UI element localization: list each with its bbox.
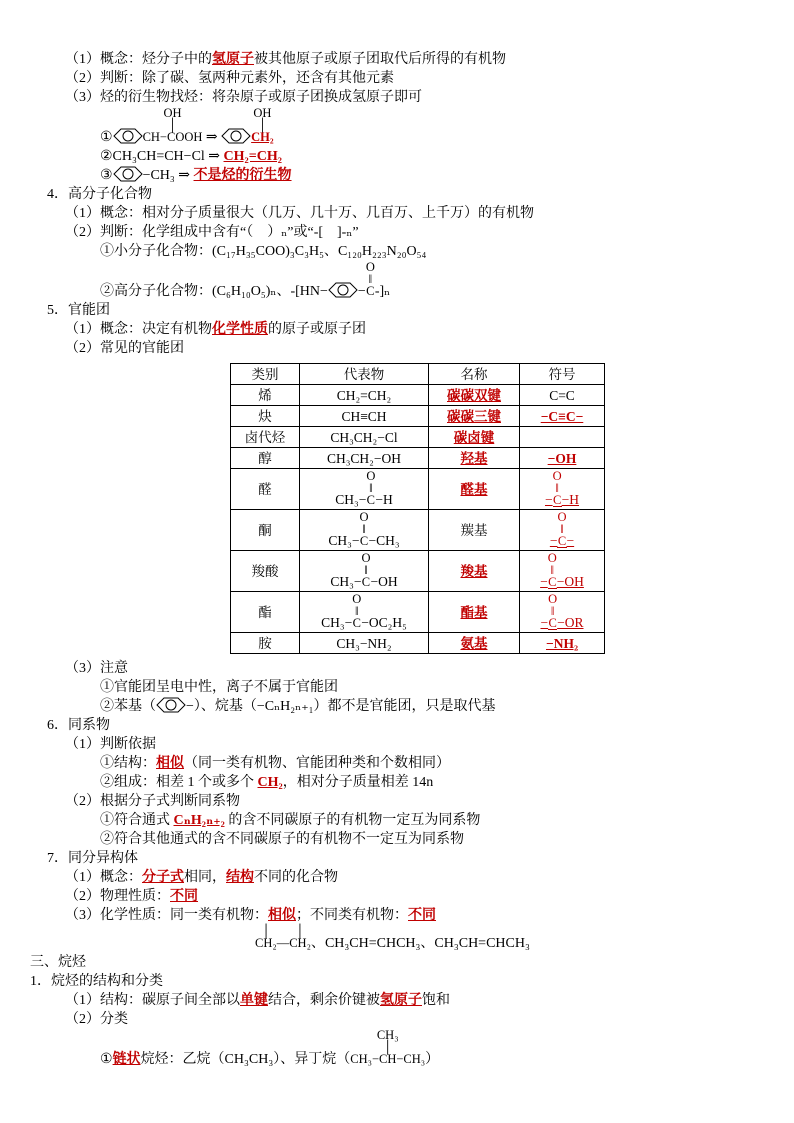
text-segment: −OH [556, 574, 584, 589]
homolog-basis [65, 735, 758, 754]
stack-line: O [359, 510, 369, 524]
text-segment: （2）判断：除了碳、氢两种元素外，还含有其他元素 [65, 71, 394, 86]
text-segment: CH₃CH₂−Cl [330, 429, 398, 445]
text-segment: ① [100, 1052, 113, 1067]
text-segment: −OH [370, 574, 398, 589]
stack-line: CH₃ [376, 1028, 399, 1042]
section-4-heading [47, 185, 758, 204]
text-segment: 6．同系物 [47, 718, 110, 733]
text-segment: −CH₃ [368, 533, 400, 548]
text-segment: − [540, 615, 549, 630]
stack-line: ‖ [550, 604, 555, 618]
polymer-concept [65, 204, 758, 223]
text-segment: −CH₃ ⇒ [142, 168, 194, 183]
table-cell [300, 427, 429, 448]
text-segment: 不同的化合物 [254, 870, 338, 885]
stack-line: C [548, 575, 557, 589]
text-segment: 酯基 [460, 604, 488, 620]
table-header-cell: 符号 [520, 364, 605, 385]
text-segment: CH₂ [257, 775, 283, 790]
text-segment: 5．官能团 [47, 303, 110, 318]
table-cell [300, 551, 429, 592]
table-cell [429, 592, 520, 633]
derivative-judge [65, 69, 758, 88]
benzene-ring-icon [156, 697, 186, 713]
table-cell [520, 427, 605, 448]
formula-stack [366, 470, 375, 506]
text-segment: CH₃CH₂−OH [326, 450, 402, 466]
derivative-example-2 [100, 147, 758, 166]
text-segment: （1）概念：相对分子质量很大（几万、几十万、几百万、上千万）的有机物 [65, 206, 534, 221]
alkane-structure [65, 991, 758, 1010]
table-cell [300, 592, 429, 633]
section-3-heading [30, 953, 758, 972]
stack-line: ‖ [364, 563, 368, 577]
table-cell [300, 510, 429, 551]
homolog-formula-2 [100, 830, 758, 849]
text-segment: 碳碳三键 [447, 408, 501, 424]
table-cell [520, 448, 605, 469]
table-cell [429, 427, 520, 448]
text-segment: CH≡CH [341, 408, 387, 424]
stack-line: │ [168, 118, 177, 132]
text-segment: 醛 [258, 481, 272, 497]
alkane-chain [100, 1029, 758, 1069]
table-cell [231, 551, 300, 592]
table-header-row [231, 364, 605, 385]
polymer-judge [65, 223, 758, 242]
text-segment: 卤代烃 [244, 429, 286, 445]
stack-line: │ │ [261, 924, 305, 938]
section-7-heading [47, 849, 758, 868]
text-segment: （2）物理性质： [65, 889, 170, 904]
text-segment: 氨基 [460, 635, 488, 651]
table-row [231, 551, 605, 592]
text-segment: ①小分子化合物：(C₁₇H₃₅COO)₃C₃H₅、C₁₂₀H₂₂₃N₂₀O₅₄ [100, 244, 427, 259]
alkane-classify [65, 1010, 758, 1029]
table-cell [300, 385, 429, 406]
functional-groups-table [230, 363, 605, 654]
text-segment: ②高分子化合物：(C₆H₁₀O₅)ₙ、-[HN− [100, 284, 328, 299]
formula-stack [553, 470, 562, 507]
text-segment: ②CH₃CH=CH−Cl ⇒ [100, 149, 224, 164]
table-cell [520, 551, 605, 592]
formula-stack [548, 593, 557, 630]
note-2 [100, 697, 758, 716]
text-segment: ②苯基（ [100, 699, 156, 714]
formula-stack [548, 552, 557, 589]
text-segment: CₙH₂ₙ₊₂ [173, 813, 225, 828]
text-segment: 的含不同碳原子的有机物一定互为同系物 [224, 813, 481, 828]
stack-line: O [361, 551, 371, 565]
text-segment: ；不同类有机物： [296, 908, 408, 923]
table-row [231, 385, 605, 406]
derivative-find [65, 88, 758, 107]
table-cell [231, 406, 300, 427]
text-segment: -]ₙ [374, 284, 391, 299]
derivative-concept [65, 50, 758, 69]
text-segment: 、CH₃CH=CHCH₃、CH₃CH=CHCH₃ [310, 936, 530, 951]
stack-line: CH−COOH [142, 130, 203, 144]
formula-stack [366, 261, 375, 297]
alkane-structure-heading [30, 972, 758, 991]
stack-line: OH [163, 106, 182, 120]
text-segment: − [540, 574, 548, 589]
stack-line: CH₂—CH₂ [255, 936, 311, 950]
text-segment: 分子式 [142, 870, 184, 885]
table-cell [231, 510, 300, 551]
formula-stack [251, 107, 274, 143]
text-segment: 相同， [184, 870, 226, 885]
stack-line: C [366, 284, 375, 298]
formula-stack [255, 925, 311, 949]
formula-stack [352, 593, 361, 629]
table-cell [520, 469, 605, 510]
stack-line: ‖ [560, 522, 564, 536]
text-segment: 结构 [226, 870, 254, 885]
text-segment: 不同 [170, 889, 198, 904]
functional-group-concept [65, 320, 758, 339]
text-segment: （同一类有机物、官能团种类和个数相同） [184, 756, 450, 771]
stack-line: O [365, 260, 375, 274]
text-segment: ，相对分子质量相差 14n [282, 775, 434, 790]
text-segment: CH₃− [321, 615, 353, 630]
stack-line: O [352, 592, 362, 606]
table-cell [429, 551, 520, 592]
text-segment: （2）判断：化学组成中含有“（ ）ₙ”或“-[ ]-ₙ” [65, 225, 359, 240]
isomer-physical [65, 887, 758, 906]
text-segment: 烷烃：乙烷（CH₃CH₃）、异丁烷（ [140, 1052, 351, 1067]
stack-line: O [547, 551, 557, 565]
functional-group-note [65, 659, 758, 678]
text-segment: 相似 [268, 908, 296, 923]
text-segment: 饱和 [422, 993, 450, 1008]
table-row [231, 633, 605, 654]
table-header-cell: 名称 [429, 364, 520, 385]
formula-stack [557, 511, 566, 548]
text-segment: 相似 [156, 756, 184, 771]
table-cell [520, 510, 605, 551]
text-segment: ） [425, 1052, 440, 1067]
text-segment: 化学性质 [212, 322, 268, 337]
text-segment: 羧基 [460, 563, 488, 579]
text-segment: ①官能团呈电中性，离子不属于官能团 [100, 680, 338, 695]
table-cell [231, 448, 300, 469]
text-segment: − [357, 284, 366, 299]
stack-line: CH₃−CH−CH₃ [350, 1052, 426, 1066]
table-cell [429, 385, 520, 406]
text-segment: （2）分类 [65, 1012, 128, 1027]
text-segment: 氢原子 [380, 993, 422, 1008]
stack-line: ‖ [362, 522, 366, 536]
text-segment: （1）概念：烃分子中的 [65, 52, 212, 67]
stack-line: O [548, 592, 558, 606]
stack-line: C [366, 493, 376, 507]
text-segment: 7．同分异构体 [47, 851, 138, 866]
text-segment: 的原子或原子团 [268, 322, 366, 337]
text-segment: −OR [557, 615, 584, 630]
text-segment: 酯 [258, 604, 272, 620]
stack-line: │ [257, 118, 267, 132]
text-segment: 不是烃的衍生物 [193, 168, 292, 183]
text-segment: （2）根据分子式判断同系物 [65, 794, 240, 809]
stack-line: ‖ [550, 563, 554, 577]
polymer-examples [100, 261, 758, 301]
text-segment: 4．高分子化合物 [47, 187, 152, 202]
stack-line: ‖ [555, 481, 559, 495]
functional-group-common [65, 339, 758, 358]
text-segment: − [566, 533, 575, 548]
homolog-composition [100, 773, 758, 792]
text-segment: ①符合通式 [100, 813, 174, 828]
note-1 [100, 678, 758, 697]
text-segment: CH₃− [330, 574, 362, 589]
stack-line: ‖ [368, 272, 373, 286]
text-segment: C=C [549, 387, 575, 403]
stack-line: CH₂ [251, 130, 274, 144]
text-segment: （1）结构：碳原子间全部以 [65, 993, 240, 1008]
stack-line: ‖ [355, 604, 359, 618]
document-content [30, 50, 758, 1069]
formula-stack [350, 1029, 425, 1065]
table-cell [231, 469, 300, 510]
text-segment: CH₂=CH₂ [336, 387, 392, 403]
table-cell [300, 448, 429, 469]
table-cell [300, 633, 429, 654]
derivative-example-3 [100, 166, 758, 185]
text-segment: 氢原子 [212, 52, 254, 67]
text-segment: 炔 [258, 408, 272, 424]
text-segment: 烯 [258, 387, 272, 403]
formula-stack [143, 107, 203, 143]
table-cell [520, 385, 605, 406]
text-segment: 醛基 [460, 481, 488, 497]
text-segment: −C≡C− [540, 408, 584, 424]
table-row [231, 427, 605, 448]
text-segment: −H [561, 492, 580, 507]
text-segment: − [544, 492, 553, 507]
formula-stack [359, 511, 368, 547]
benzene-ring-icon [113, 128, 143, 144]
text-segment: 碳碳双键 [447, 387, 501, 403]
table-cell [231, 592, 300, 633]
text-segment: 碳卤键 [453, 429, 495, 445]
isomer-concept [65, 868, 758, 887]
table-row [231, 469, 605, 510]
homolog-by-formula [65, 792, 758, 811]
stack-line: OH [253, 106, 272, 120]
table-cell [429, 469, 520, 510]
text-segment: 1．烷烃的结构和分类 [30, 974, 163, 989]
text-segment: （1）概念：决定有机物 [65, 322, 212, 337]
table-cell [520, 633, 605, 654]
text-segment: 三、烷烃 [30, 955, 86, 970]
text-segment: ⇒ [202, 130, 222, 145]
text-segment: （3）烃的衍生物找烃：将杂原子或原子团换成氢原子即可 [65, 90, 422, 105]
benzene-ring-icon [113, 166, 143, 182]
text-segment: （1）概念： [65, 870, 142, 885]
text-segment: （3）化学性质：同一类有机物： [65, 908, 268, 923]
small-molecule-examples [100, 242, 758, 261]
text-segment: 结合，剩余价键被 [268, 993, 380, 1008]
section-5-heading [47, 301, 758, 320]
text-segment: −H [375, 492, 393, 507]
table-cell [300, 469, 429, 510]
stack-line: C [361, 575, 371, 589]
text-segment: （2）常见的官能团 [65, 341, 184, 356]
stack-line: C [548, 616, 557, 630]
text-segment: 羰基 [460, 522, 488, 538]
text-segment: ②组成：相差 1 个或多个 [100, 775, 258, 790]
text-segment: 羟基 [460, 450, 488, 466]
text-segment: −OC₂H₅ [361, 615, 407, 630]
text-segment: （1）判断依据 [65, 737, 156, 752]
text-segment: 单键 [240, 993, 268, 1008]
table-row [231, 406, 605, 427]
table-cell [429, 510, 520, 551]
table-row [231, 448, 605, 469]
text-segment: 被其他原子或原子团取代后所得的有机物 [254, 52, 506, 67]
stack-line: C [352, 616, 361, 630]
text-segment: CH₃− [335, 492, 367, 507]
text-segment: 不同 [408, 908, 436, 923]
text-segment: CH₃−NH₂ [336, 635, 392, 651]
text-segment: 链状 [112, 1052, 141, 1067]
isomer-examples [255, 925, 758, 953]
text-segment: 胺 [258, 635, 272, 651]
text-segment: − [549, 533, 558, 548]
table-header-cell: 代表物 [300, 364, 429, 385]
stack-line: O [557, 510, 567, 524]
table-row [231, 510, 605, 551]
text-segment: −OH [547, 450, 577, 466]
table-cell [231, 385, 300, 406]
text-segment: CH₂=CH₂ [223, 149, 282, 164]
table-cell [429, 633, 520, 654]
text-segment: 羧酸 [251, 563, 279, 579]
text-segment: −）、烷基（−CₙH₂ₙ₊₁）都不是官能团，只是取代基 [186, 699, 496, 714]
text-segment: ③ [100, 168, 113, 183]
benzene-ring-icon [328, 282, 358, 298]
table-cell [231, 633, 300, 654]
table-row [231, 592, 605, 633]
section-6-heading [47, 716, 758, 735]
table-cell [520, 406, 605, 427]
homolog-formula-1 [100, 811, 758, 830]
benzene-ring-icon [221, 128, 251, 144]
stack-line: O [366, 469, 376, 483]
text-segment: （3）注意 [65, 661, 128, 676]
table-cell [520, 592, 605, 633]
text-segment: 酮 [258, 522, 272, 538]
text-segment: ①结构： [100, 756, 156, 771]
stack-line: C [557, 534, 567, 548]
table-header-cell: 类别 [231, 364, 300, 385]
isomer-chemical [65, 906, 758, 925]
stack-line: ‖ [369, 481, 373, 495]
text-segment: CH₃− [328, 533, 360, 548]
text-segment: 醇 [258, 450, 272, 466]
table-cell [300, 406, 429, 427]
stack-line: │ [383, 1040, 393, 1054]
table-cell [429, 406, 520, 427]
text-segment: ① [100, 130, 113, 145]
text-segment: ②符合其他通式的含不同碳原子的有机物不一定互为同系物 [100, 832, 464, 847]
text-segment: −NH₂ [546, 635, 578, 651]
homolog-structure [100, 754, 758, 773]
stack-line: C [359, 534, 369, 548]
derivative-example-1 [100, 107, 758, 147]
stack-line: C [552, 493, 562, 507]
table-cell [429, 448, 520, 469]
stack-line: O [552, 469, 562, 483]
table-cell [231, 427, 300, 448]
